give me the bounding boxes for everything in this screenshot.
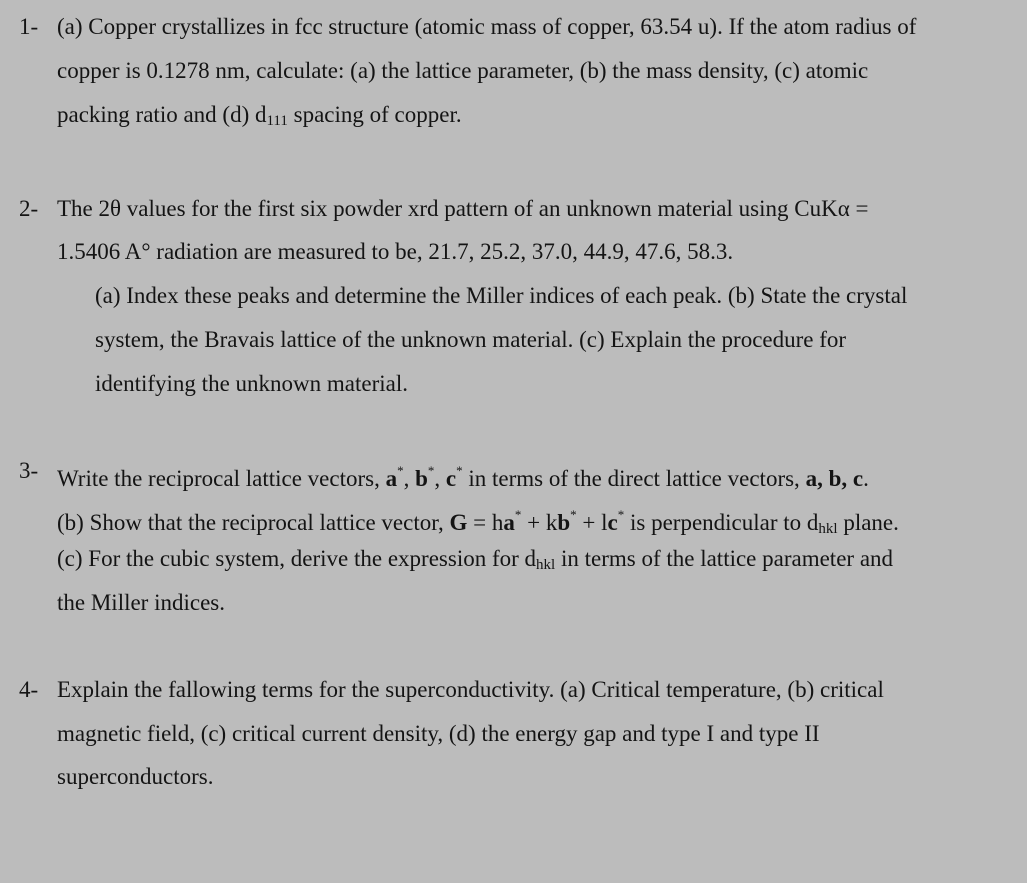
question-text-line bbox=[57, 501, 899, 543]
superscript-star: * bbox=[456, 463, 463, 478]
subscript-text: hkl bbox=[818, 521, 838, 537]
question-text-line: magnetic field, (c) critical current density, (d) the energy gap and type I and type II bbox=[57, 721, 820, 746]
text-segment: , bbox=[434, 466, 446, 491]
text-segment: + l bbox=[576, 510, 608, 535]
question-text-line: identifying the unknown material. bbox=[95, 371, 408, 396]
vector-symbol: b bbox=[415, 466, 428, 491]
text-segment: (c) For the cubic system, derive the expression for d bbox=[57, 546, 537, 571]
vector-symbol: G bbox=[449, 510, 468, 535]
question-text-line bbox=[57, 545, 893, 579]
question-text-line: the Miller indices. bbox=[57, 590, 225, 615]
text-segment: in terms of the direct lattice vectors, bbox=[462, 466, 806, 491]
question-number: 2- bbox=[19, 196, 39, 221]
question-number: 1- bbox=[19, 14, 39, 39]
vector-symbol: a bbox=[385, 466, 398, 491]
text-segment: . bbox=[863, 466, 869, 491]
text-segment: = h bbox=[467, 510, 504, 535]
text-segment: (b) Show that the reciprocal lattice vector, bbox=[57, 510, 450, 535]
text-segment: + k bbox=[521, 510, 558, 535]
question-text-line bbox=[57, 457, 869, 493]
question-text-line: (a) Index these peaks and determine the Miller indices of each peak. (b) State the crystal bbox=[95, 283, 908, 308]
question-text-line: (a) Copper crystallizes in fcc structure (atomic mass of copper, 63.54 u). If the atom radius of bbox=[57, 14, 917, 39]
superscript-star: * bbox=[427, 463, 435, 478]
text-segment: packing ratio and (d) d bbox=[57, 102, 267, 127]
superscript-star: * bbox=[514, 507, 522, 522]
question-text-line: system, the Bravais lattice of the unknown material. (c) Explain the procedure for bbox=[95, 327, 847, 352]
text-segment: spacing of copper. bbox=[287, 102, 462, 127]
subscript-text: 111 bbox=[266, 113, 288, 129]
vector-symbol: c bbox=[445, 466, 457, 491]
question-text-line: 1.5406 A° radiation are measured to be, 21.7, 25.2, 37.0, 44.9, 47.6, 58.3. bbox=[57, 239, 734, 264]
text-segment: Write the reciprocal lattice vectors, bbox=[57, 466, 386, 491]
text-segment: is perpendicular to d bbox=[624, 510, 819, 535]
question-text-line: copper is 0.1278 nm, calculate: (a) the lattice parameter, (b) the mass density, (c) atomic bbox=[57, 58, 869, 83]
vector-symbol: a, b, c bbox=[805, 466, 864, 491]
superscript-star: * bbox=[397, 463, 404, 478]
subscript-text: hkl bbox=[536, 557, 556, 573]
question-text-line: Explain the fallowing terms for the superconductivity. (a) Critical temperature, (b) critical bbox=[57, 677, 884, 702]
question-text-line bbox=[57, 101, 462, 135]
vector-symbol: b bbox=[557, 510, 571, 535]
vector-symbol: a bbox=[503, 510, 515, 535]
text-segment: plane. bbox=[837, 510, 899, 535]
question-text-line: The 2θ values for the first six powder xrd pattern of an unknown material using CuKα = bbox=[57, 196, 869, 221]
question-number: 3- bbox=[19, 458, 39, 483]
vector-symbol: c bbox=[607, 510, 618, 535]
question-number: 4- bbox=[19, 677, 39, 702]
text-segment: in terms of the lattice parameter and bbox=[555, 546, 894, 571]
text-segment: , bbox=[403, 466, 416, 491]
superscript-star: * bbox=[570, 507, 577, 522]
question-text-line: superconductors. bbox=[57, 764, 214, 789]
superscript-star: * bbox=[617, 507, 625, 522]
